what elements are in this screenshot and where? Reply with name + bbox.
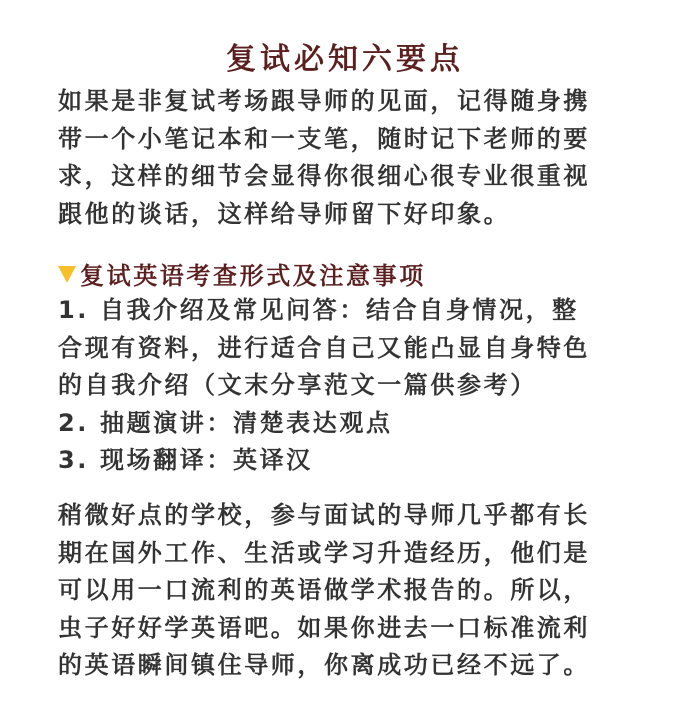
intro-line: 如果是非复试考场跟导师的见面，记得随身携 [58,87,590,115]
intro-line: 求，这样的细节会显得你很细心很专业很重视 [58,162,590,190]
intro-line: 跟他的谈话，这样给导师留下好印象。 [58,199,511,228]
triangle-down-icon [58,266,76,283]
outro-line: 的英语瞬间镇住导师，你离成功已经不远了。 [58,651,590,679]
list-item-line: 合现有资料，进行适合自己又能凸显自身特色 [58,333,590,362]
outro-line: 稍微好点的学校，参与面试的导师几乎都有长 [58,501,590,529]
outro-line: 虫子好好学英语吧。如果你进去一口标准流利 [58,613,590,642]
section-heading [58,255,426,291]
list-item-line: 2. 抽题演讲：清楚表达观点 [58,408,393,437]
intro-line: 带一个小笔记本和一支笔，随时记下老师的要 [58,124,590,153]
section-heading-text: 复试英语考查形式及注意事项 [80,261,426,290]
page-title: 复试必知六要点 [226,42,464,77]
exam-format-list [58,292,658,480]
list-item-line: 3. 现场翻译：英译汉 [58,446,313,474]
outro-paragraph [58,497,658,685]
list-item-line: 的自我介绍（文末分享范文一篇供参考） [58,371,537,399]
list-item-line: 1. 自我介绍及常见问答：结合自身情况，整 [58,296,579,324]
intro-paragraph [58,83,658,233]
outro-line: 可以用一口流利的英语做学术报告的。所以， [58,576,590,604]
outro-line: 期在国外工作、生活或学习升造经历，他们是 [58,538,590,567]
